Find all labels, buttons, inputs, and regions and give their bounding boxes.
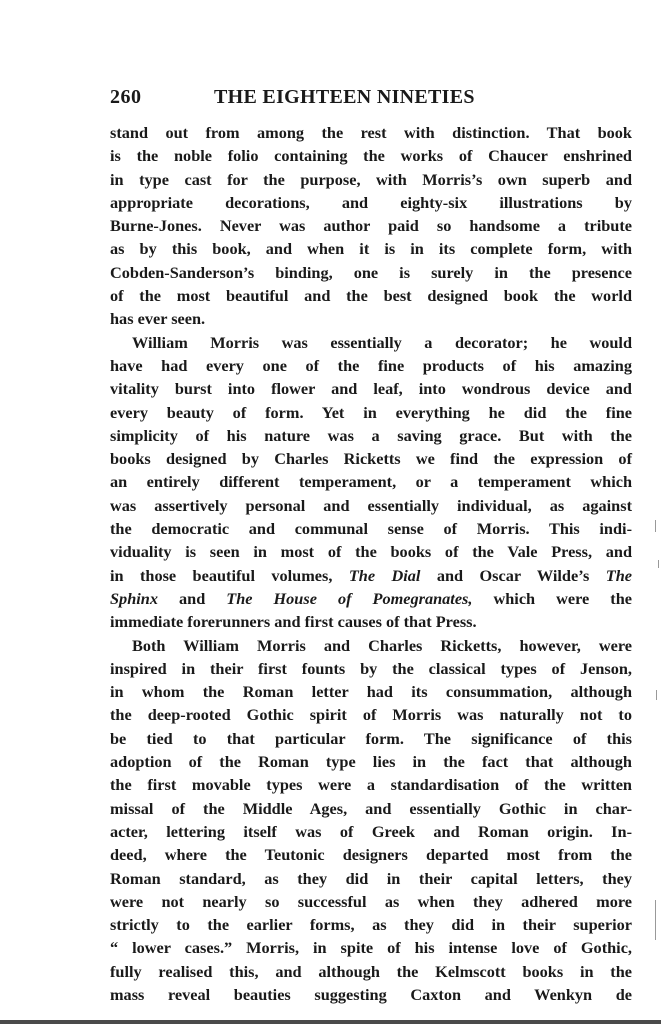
page-header [110, 86, 632, 114]
book-title-house-of-pomegranates: The House of Pomegranates, [226, 588, 473, 608]
text-line: viduality is seen in most of the books of the Vale Press, and [110, 542, 632, 562]
book-title-sphinx: Sphinx [110, 588, 158, 608]
text-line: an entirely different temperament, or a temperament which [110, 472, 632, 492]
book-title-the-sphinx-part: The [605, 565, 632, 585]
text-line: is the noble folio containing the works of Chaucer enshrined [110, 146, 632, 166]
text-segment: in those beautiful volumes, [110, 565, 349, 585]
text-line: vitality burst into flower and leaf, into wondrous device and [110, 379, 632, 399]
text-line: deed, where the Teutonic designers departed most from the [110, 845, 632, 865]
text-line: inspired in their first founts by the classical types of Jenson, [110, 658, 632, 678]
text-line: were not nearly so successful as when they adhered more [110, 891, 632, 911]
text-line: acter, lettering itself was of Greek and Roman origin. In- [110, 821, 632, 841]
text-line: the first movable types were a standardisation of the written [110, 775, 632, 795]
body-text [110, 121, 632, 1006]
text-line: every beauty of form. Yet in everything he did the fine [110, 402, 632, 422]
text-line: William Morris was essentially a decorator; he would [132, 332, 632, 352]
text-line-mixed [110, 564, 632, 587]
text-line: has ever seen. [110, 309, 206, 329]
text-line: adoption of the Roman type lies in the fact that although [110, 752, 632, 772]
text-line: in type cast for the purpose, with Morris’s own superb and [110, 169, 632, 189]
text-line: was assertively personal and essentially individual, as against [110, 495, 632, 515]
text-line: the deep-rooted Gothic spirit of Morris was naturally not to [110, 705, 632, 725]
text-line: immediate forerunners and first causes of that Press. [110, 612, 477, 632]
text-line: appropriate decorations, and eighty-six illustrations by [110, 192, 632, 212]
scan-artifact-mark [655, 520, 656, 532]
text-line: Cobden-Sanderson’s binding, one is surely in the presence [110, 262, 632, 282]
text-line: the democratic and communal sense of Morris. This indi- [110, 519, 632, 539]
text-line: stand out from among the rest with distinction. That book [110, 123, 632, 142]
text-segment: which were the [472, 588, 632, 608]
page-number: 260 [110, 86, 142, 108]
text-line: Burne-Jones. Never was author paid so handsome a tribute [110, 216, 632, 236]
page-bottom-edge [0, 1020, 661, 1024]
text-line: “ lower cases.” Morris, in spite of his intense love of Gothic, [110, 938, 632, 958]
text-line: Both William Morris and Charles Ricketts, however, were [132, 635, 632, 655]
text-line: have had every one of the fine products of his amazing [110, 355, 632, 375]
text-line: mass reveal beauties suggesting Caxton and Wenkyn de [110, 984, 632, 1004]
text-segment: and Oscar Wilde’s [420, 565, 606, 585]
text-line: simplicity of his nature was a saving grace. But with the [110, 425, 632, 445]
text-line: in whom the Roman letter had its consummation, although [110, 682, 632, 702]
running-title: THE EIGHTEEN NINETIES [214, 86, 475, 108]
scan-artifact-mark [656, 690, 657, 700]
text-line: of the most beautiful and the best designed book the world [110, 286, 632, 306]
text-line: as by this book, and when it is in its complete form, with [110, 239, 632, 259]
book-title-the-dial: The Dial [348, 565, 421, 585]
text-segment: and [157, 588, 227, 608]
text-line: books designed by Charles Ricketts we find the expression of [110, 449, 632, 469]
text-line: be tied to that particular form. The significance of this [110, 728, 632, 748]
text-line: Roman standard, as they did in their capital letters, they [110, 868, 632, 888]
scan-artifact-mark [655, 900, 656, 940]
text-line-mixed [110, 587, 632, 610]
text-line: strictly to the earlier forms, as they did in their superior [110, 915, 632, 935]
scan-artifact-mark [658, 560, 659, 568]
text-line: missal of the Middle Ages, and essentially Gothic in char- [110, 798, 632, 818]
text-line: fully realised this, and although the Kelmscott books in the [110, 961, 632, 981]
